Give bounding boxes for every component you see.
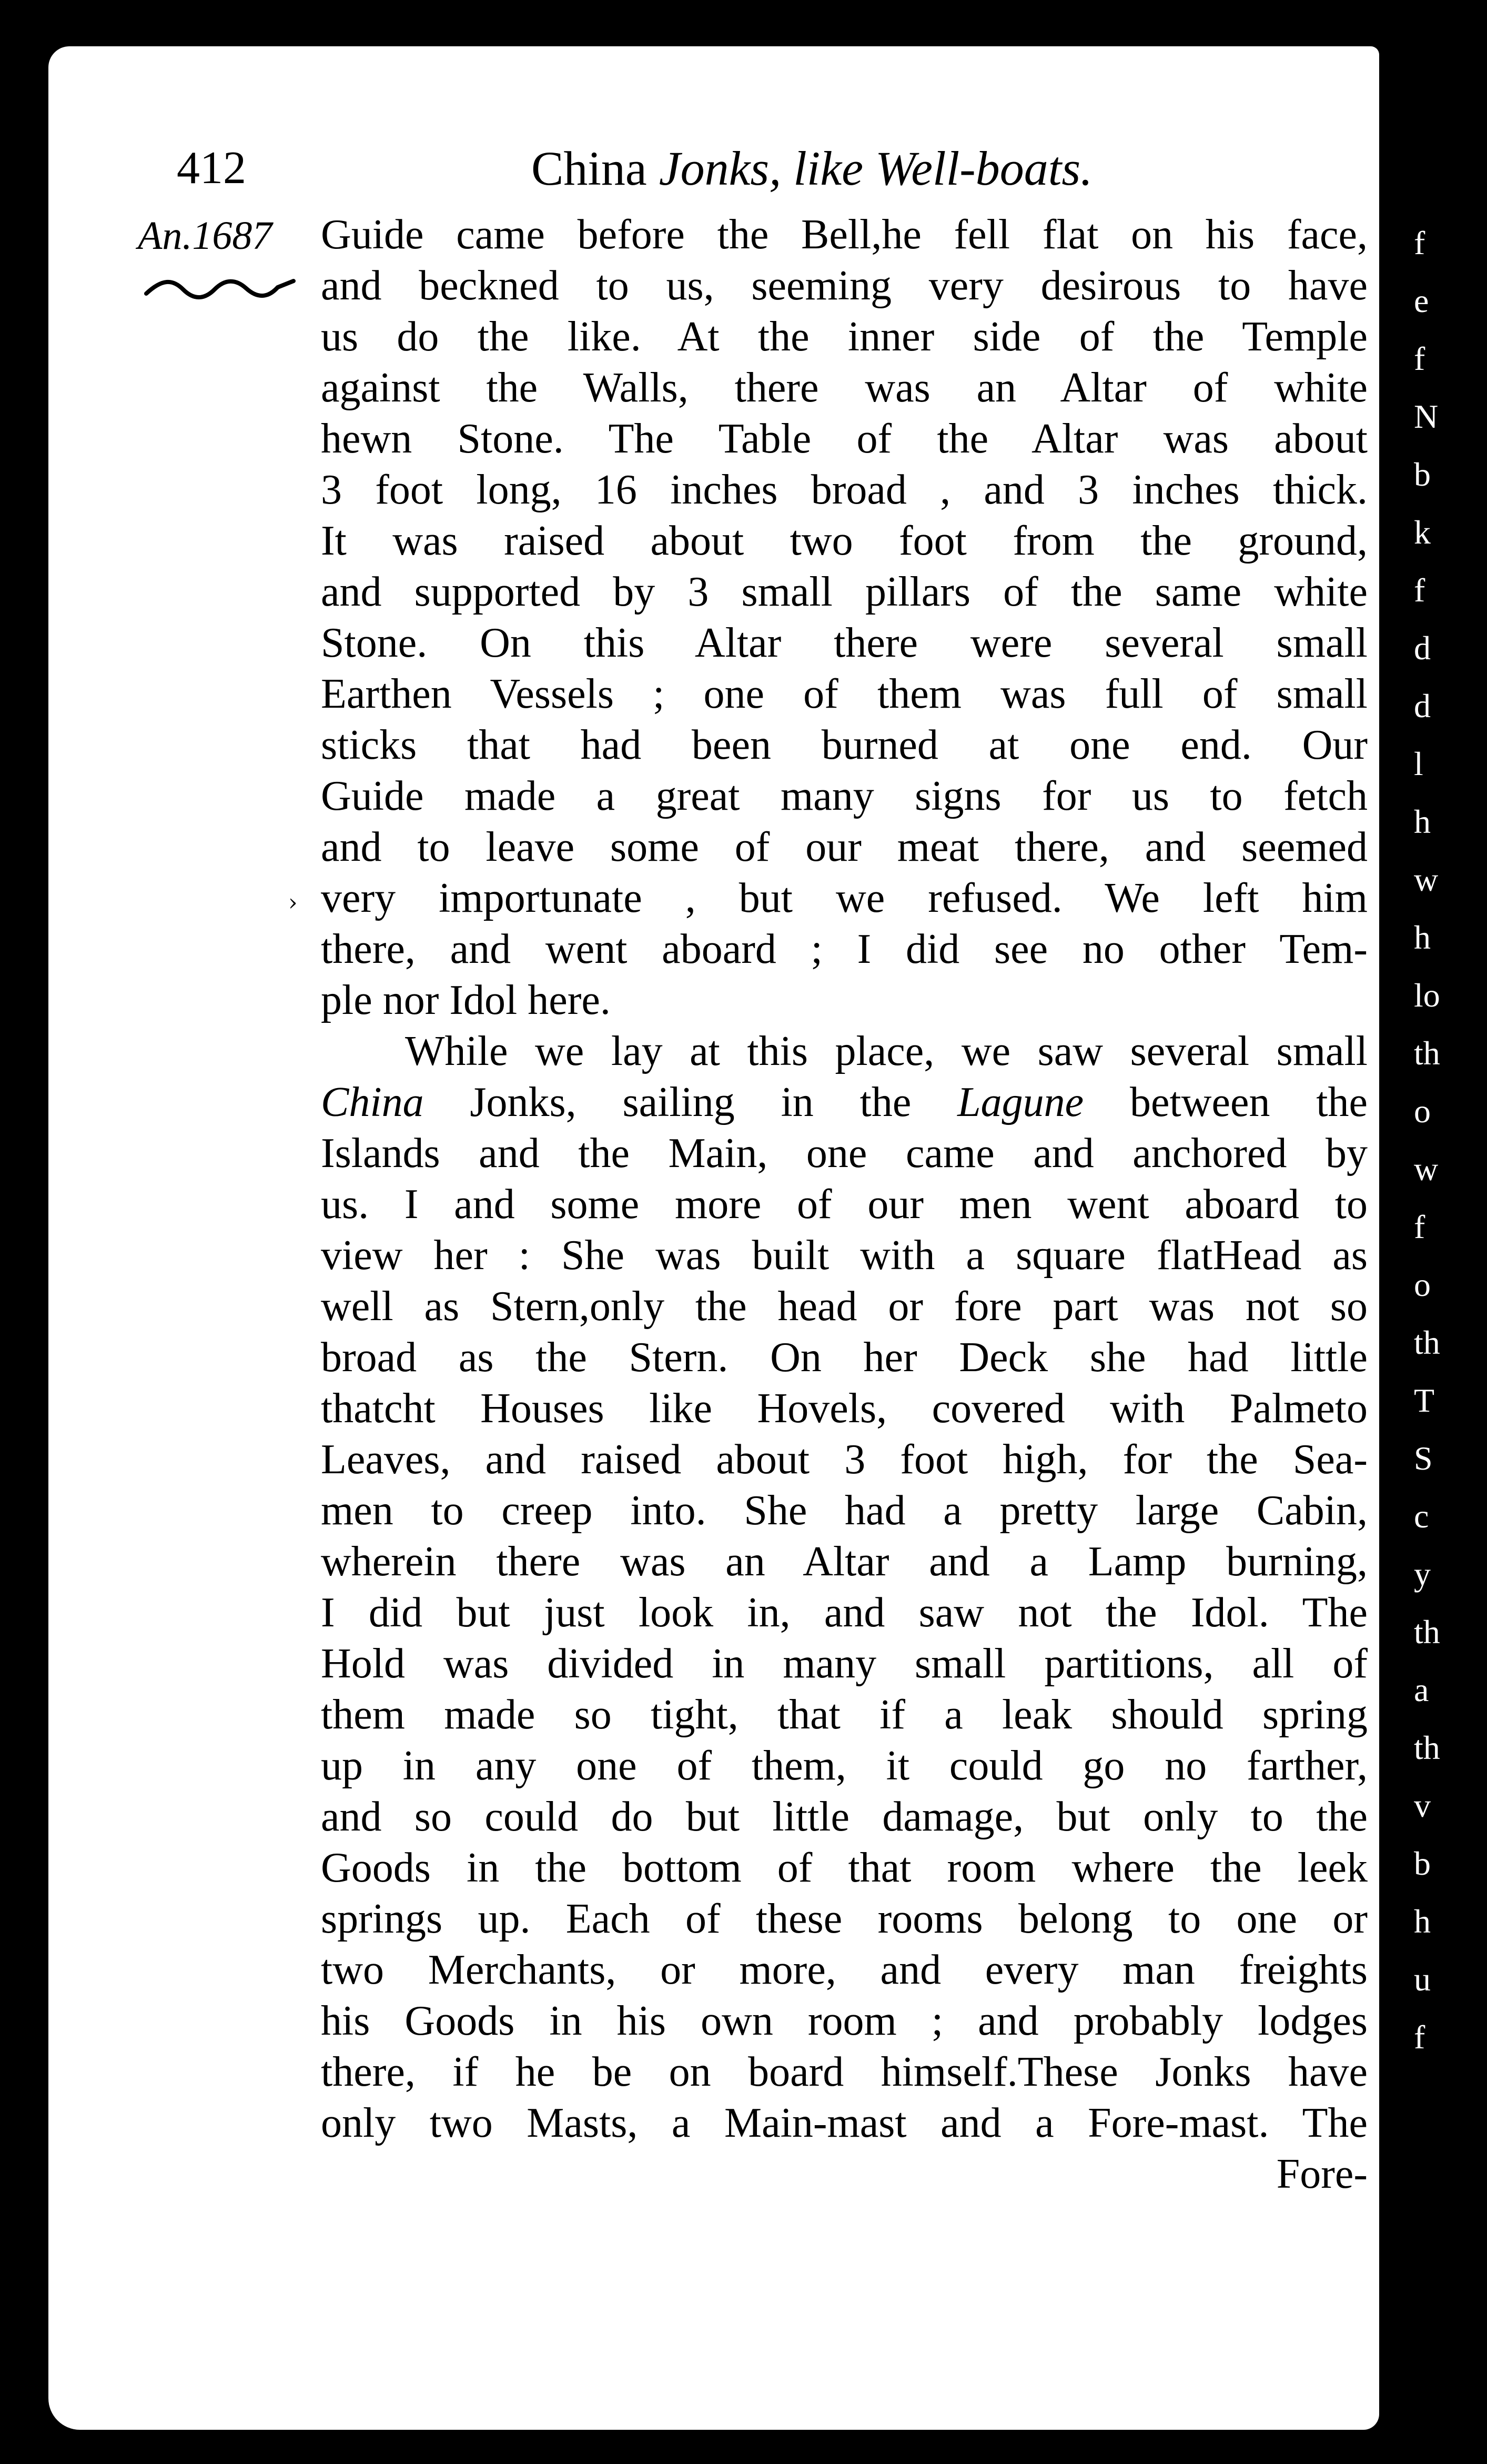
margin-year-note: An.1687 — [138, 214, 272, 258]
text-line: It was raised about two foot from the ground, — [321, 518, 1368, 564]
edge-fragment: o — [1414, 1266, 1431, 1303]
text-run: between the — [1084, 1079, 1368, 1125]
edge-fragment: b — [1414, 1845, 1431, 1882]
edge-fragment: l — [1414, 745, 1423, 782]
header-italic: Jonks, like Well-boats. — [659, 142, 1093, 195]
text-line: Earthen Vessels ; one of them was full of small — [321, 671, 1368, 717]
text-line: there, if he be on board himself.These Jonks have — [321, 2049, 1368, 2095]
text-line: wherein there was an Altar and a Lamp burning, — [321, 1538, 1368, 1585]
edge-fragment: f — [1414, 571, 1425, 609]
edge-fragment: c — [1414, 1497, 1429, 1535]
header-plain: China — [531, 142, 659, 195]
edge-fragment: T — [1414, 1382, 1435, 1419]
edge-fragment: e — [1414, 282, 1429, 319]
text-line — [321, 1077, 1368, 1128]
marginal-tick: › — [288, 889, 298, 916]
text-run: Jonks, sailing in the — [423, 1079, 958, 1125]
text-line: well as Stern,only the head or fore part was not so — [321, 1283, 1368, 1330]
edge-fragment: f — [1414, 224, 1425, 262]
text-line: hewn Stone. The Table of the Altar was about — [321, 416, 1368, 462]
italic-word: Lagune — [957, 1079, 1084, 1125]
edge-fragment: f — [1414, 340, 1425, 377]
edge-fragment: lo — [1414, 977, 1440, 1014]
edge-fragment: k — [1414, 514, 1431, 551]
edge-fragment: h — [1414, 1903, 1431, 1940]
text-line: us. I and some more of our men went aboard to — [321, 1181, 1368, 1228]
text-line: Leaves, and raised about 3 foot high, for the Sea- — [321, 1436, 1368, 1483]
flourish-ornament — [141, 274, 299, 305]
page-number: 412 — [177, 143, 246, 194]
text-line: Stone. On this Altar there were several small — [321, 620, 1368, 666]
text-line: and so could do but little damage, but only to the — [321, 1794, 1368, 1840]
edge-fragment: d — [1414, 687, 1431, 725]
text-line: Guide came before the Bell,he fell flat on his face, — [321, 212, 1368, 258]
edge-fragment: f — [1414, 1208, 1425, 1245]
text-line: them made so tight, that if a leak should spring — [321, 1692, 1368, 1738]
edge-fragment: th — [1414, 1324, 1440, 1361]
text-line: only two Masts, a Main-mast and a Fore-mast. The — [321, 2100, 1368, 2146]
text-line: Guide made a great many signs for us to fetch — [321, 773, 1368, 819]
edge-fragment: u — [1414, 1960, 1431, 1998]
edge-fragment: h — [1414, 919, 1431, 956]
text-line: against the Walls, there was an Altar of white — [321, 365, 1368, 411]
text-line: broad as the Stern. On her Deck she had little — [321, 1334, 1368, 1381]
text-line: us do the like. At the inner side of the Temple — [321, 314, 1368, 360]
italic-word: China — [321, 1079, 424, 1125]
edge-fragment: d — [1414, 629, 1431, 667]
text-line: springs up. Each of these rooms belong to one or — [321, 1896, 1368, 1942]
text-line: up in any one of them, it could go no farther, — [321, 1743, 1368, 1789]
text-line: view her : She was built with a square flatHead as — [321, 1232, 1368, 1279]
edge-fragment: h — [1414, 803, 1431, 840]
edge-fragment: w — [1414, 861, 1439, 898]
edge-fragment: th — [1414, 1729, 1440, 1766]
text-line: Islands and the Main, one came and anchored by — [321, 1130, 1368, 1176]
text-line: sticks that had been burned at one end. Our — [321, 722, 1368, 768]
running-head — [0, 137, 1487, 200]
edge-fragment: th — [1414, 1034, 1440, 1072]
edge-fragment: w — [1414, 1150, 1439, 1188]
text-line: 3 foot long, 16 inches broad , and 3 inches thick. — [321, 467, 1368, 513]
text-line: thatcht Houses like Hovels, covered with Palmeto — [321, 1385, 1368, 1432]
edge-fragment: o — [1414, 1092, 1431, 1130]
edge-fragment: y — [1414, 1555, 1431, 1593]
text-line: and to leave some of our meat there, and seemed — [321, 824, 1368, 870]
body-text — [321, 209, 1368, 2200]
text-line: and beckned to us, seeming very desirous to have — [321, 263, 1368, 309]
edge-fragment: N — [1414, 398, 1439, 435]
edge-fragment: f — [1414, 2018, 1425, 2056]
edge-fragment: b — [1414, 456, 1431, 493]
edge-fragment: a — [1414, 1671, 1429, 1708]
page-header-title — [531, 137, 1093, 200]
text-line: there, and went aboard ; I did see no other Tem- — [321, 926, 1368, 972]
text-line: ple nor Idol here. — [321, 977, 611, 1023]
adjacent-page-edge — [1408, 68, 1487, 2120]
text-line: his Goods in his own room ; and probably lodges — [321, 1998, 1368, 2044]
text-line: Hold was divided in many small partitions, all of — [321, 1641, 1368, 1687]
text-line: While we lay at this place, we saw several small — [405, 1028, 1368, 1074]
text-line: Goods in the bottom of that room where the leek — [321, 1845, 1368, 1891]
text-line: men to creep into. She had a pretty large Cabin, — [321, 1487, 1368, 1534]
text-line: I did but just look in, and saw not the Idol. The — [321, 1590, 1368, 1636]
text-line: two Merchants, or more, and every man freights — [321, 1947, 1368, 1993]
text-line: very importunate , but we refused. We left him — [321, 875, 1368, 921]
edge-fragment: v — [1414, 1787, 1431, 1824]
catchword: Fore- — [1276, 2151, 1368, 2197]
text-line: and supported by 3 small pillars of the same white — [321, 569, 1368, 615]
edge-fragment: th — [1414, 1613, 1440, 1651]
edge-fragment: S — [1414, 1440, 1433, 1477]
